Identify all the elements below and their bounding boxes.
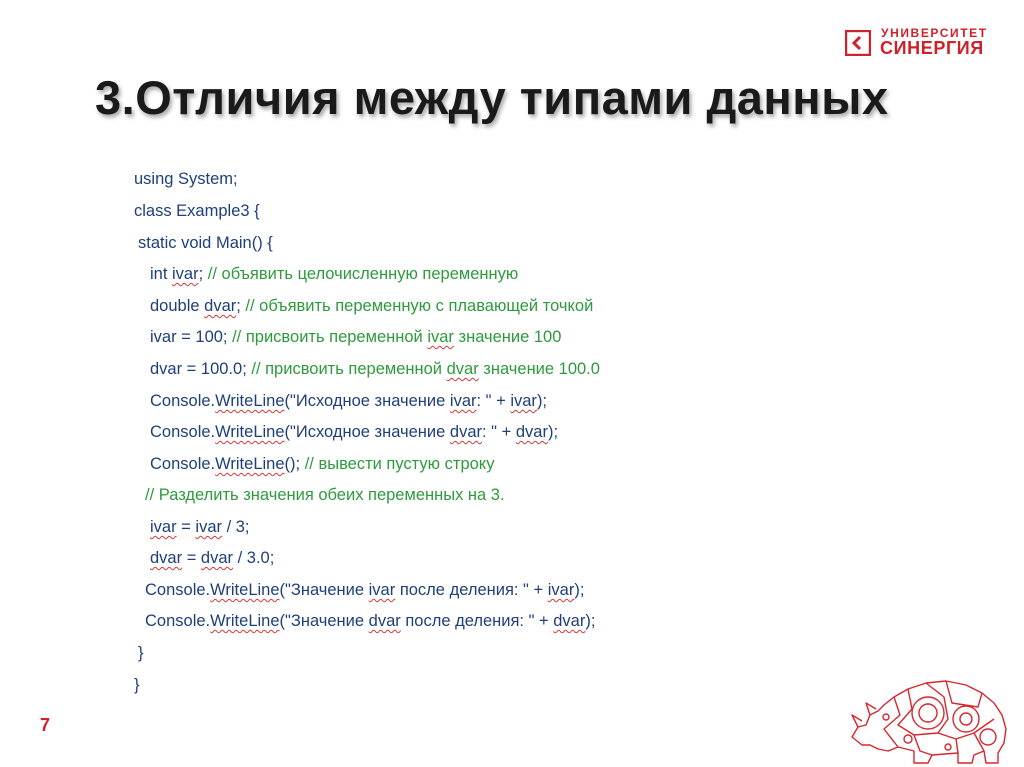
code-line: dvar = 100.0; // присвоить переменной dvar значение 100.0 [150, 360, 600, 378]
code-line: dvar = dvar / 3.0; [150, 549, 275, 567]
slide-title: 3.Отличия между типами данных [95, 71, 889, 124]
code-line: ivar = ivar / 3; [150, 518, 250, 536]
code-line: double dvar; // объявить переменную с плавающей точкой [150, 297, 594, 315]
logo-line1: УНИВЕРСИТЕТ [881, 26, 988, 40]
code-line: class Example3 { [134, 202, 260, 220]
code-line: using System; [134, 170, 238, 188]
code-line: Console.WriteLine("Исходное значение ivar: " + ivar); [150, 392, 548, 410]
code-line: ivar = 100; // присвоить переменной ivar значение 100 [150, 328, 562, 346]
code-line: Console.WriteLine(); // вывести пустую строку [150, 455, 495, 473]
code-line: } [138, 644, 144, 662]
code-line: Console.WriteLine("Значение ivar после деления: " + ivar); [145, 581, 585, 599]
code-line: Console.WriteLine("Исходное значение dvar: " + dvar); [150, 423, 559, 441]
code-line: Console.WriteLine("Значение dvar после деления: " + dvar); [145, 612, 596, 630]
code-line: static void Main() { [138, 234, 273, 252]
code-line: // Разделить значения обеих переменных на 3. [145, 486, 505, 504]
rhino-mascot-icon [848, 675, 1008, 765]
logo-line2: СИНЕРГИЯ [880, 38, 984, 58]
code-line: } [134, 676, 140, 694]
page-number: 7 [40, 715, 51, 735]
code-line: int ivar; // объявить целочисленную переменную [150, 265, 519, 283]
